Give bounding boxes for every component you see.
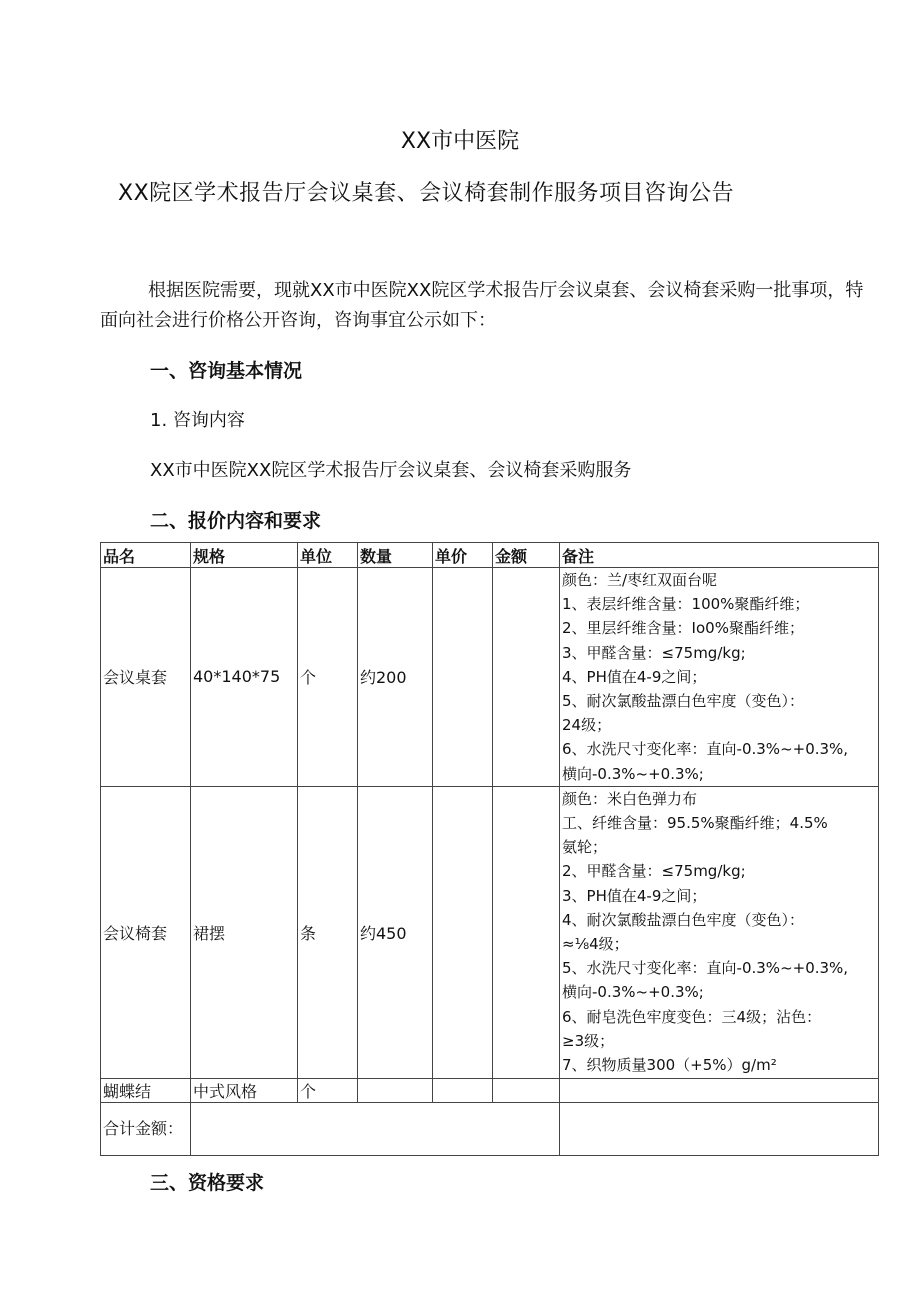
remark-line: 工、纤维含量：95.5%聚酯纤维；4.5% <box>562 814 828 833</box>
hospital-title: XX市中医院 <box>400 129 520 154</box>
table-header-row <box>101 543 879 568</box>
cell-price <box>433 1078 493 1102</box>
remark-line: 横向-0.3%~+0.3%; <box>562 764 704 783</box>
remark-line: 2、里层纤维含量：Io0%聚酯纤维； <box>562 619 804 638</box>
remark-line: ≥3级； <box>562 1031 615 1050</box>
header-unit: 单位 <box>298 543 358 568</box>
header-name: 品名 <box>101 543 191 568</box>
header-amount: 金额 <box>493 543 560 568</box>
section1-heading: 一、咨询基本情况 <box>150 360 303 382</box>
remark-line: 5、耐次氯酸盐漂白色牢度（变色）： <box>562 692 805 711</box>
remark-line: 6、水洗尺寸变化率：直向-0.3%~+0.3%, <box>562 740 849 759</box>
total-remark <box>560 1102 879 1155</box>
section3-heading: 三、资格要求 <box>150 1172 265 1194</box>
header-remark: 备注 <box>560 543 879 568</box>
section1-subheading: 1. 咨询内容 <box>150 410 245 431</box>
remark-line: 4、耐次氯酸盐漂白色牢度（变色）： <box>562 910 805 929</box>
cell-price <box>433 786 493 1078</box>
section1-content: XX市中医院XX院区学术报告厅会议桌套、会议椅套采购服务 <box>150 460 632 481</box>
remark-line: 6、耐皂洗色牢度变色：三4级；沾色： <box>562 1007 822 1026</box>
cell-price <box>433 568 493 787</box>
cell-remark <box>560 1078 879 1102</box>
cell-name: 会议椅套 <box>101 786 191 1078</box>
cell-qty: 约450 <box>358 786 433 1078</box>
cell-name: 会议桌套 <box>101 568 191 787</box>
total-value <box>191 1102 560 1155</box>
cell-spec: 裙摆 <box>191 786 298 1078</box>
cell-spec: 40*140*75 <box>191 568 298 787</box>
quote-table <box>100 542 879 1156</box>
remark-line: 颜色：米白色弹力布 <box>562 789 698 808</box>
header-qty: 数量 <box>358 543 433 568</box>
remark-line: 3、甲醛含量：≤75mg/kg; <box>562 643 746 662</box>
remark-line: 2、甲醛含量：≤75mg/kg; <box>562 862 746 881</box>
header-price: 单价 <box>433 543 493 568</box>
cell-spec: 中式风格 <box>191 1078 298 1102</box>
cell-remark <box>560 568 879 787</box>
remark-line: ≈⅛4级； <box>562 935 629 954</box>
cell-amount <box>493 568 560 787</box>
remark-line: 7、织物质量300（+5%）g/m² <box>562 1056 777 1075</box>
cell-qty <box>358 1078 433 1102</box>
remark-line: 氨轮； <box>562 838 608 857</box>
intro-paragraph: 根据医院需要，现就XX市中医院XX院区学术报告厅会议桌套、会议椅套采购一批事项，特面向社会进行价格公开咨询，咨询事宜公示如下： <box>100 280 864 331</box>
remark-line: 3、PH值在4-9之间； <box>562 886 707 905</box>
cell-unit: 条 <box>298 786 358 1078</box>
cell-amount <box>493 1078 560 1102</box>
section2-heading: 二、报价内容和要求 <box>150 510 322 532</box>
header-spec: 规格 <box>191 543 298 568</box>
remark-line: 横向-0.3%~+0.3%; <box>562 983 704 1002</box>
remark-line: 1、表层纤维含量：100%聚酯纤维； <box>562 595 810 614</box>
cell-qty: 约200 <box>358 568 433 787</box>
remark-line: 5、水洗尺寸变化率：直向-0.3%~+0.3%, <box>562 959 849 978</box>
total-label: 合计金额： <box>101 1102 191 1155</box>
remark-clip <box>562 787 876 1077</box>
cell-remark <box>560 786 879 1078</box>
cell-name: 蝴蝶结 <box>101 1078 191 1102</box>
remark-line: 24级； <box>562 716 612 735</box>
cell-unit: 个 <box>298 1078 358 1102</box>
notice-title: XX院区学术报告厅会议桌套、会议椅套制作服务项目咨询公告 <box>118 181 735 206</box>
remark-line: 4、PH值在4-9之间； <box>562 667 707 686</box>
cell-amount <box>493 786 560 1078</box>
remark-line: 颜色：兰/枣红双面台呢 <box>562 571 718 589</box>
table-row <box>101 786 879 1078</box>
total-row <box>101 1102 879 1155</box>
table-row <box>101 568 879 787</box>
table-row <box>101 1078 879 1102</box>
cell-unit: 个 <box>298 568 358 787</box>
